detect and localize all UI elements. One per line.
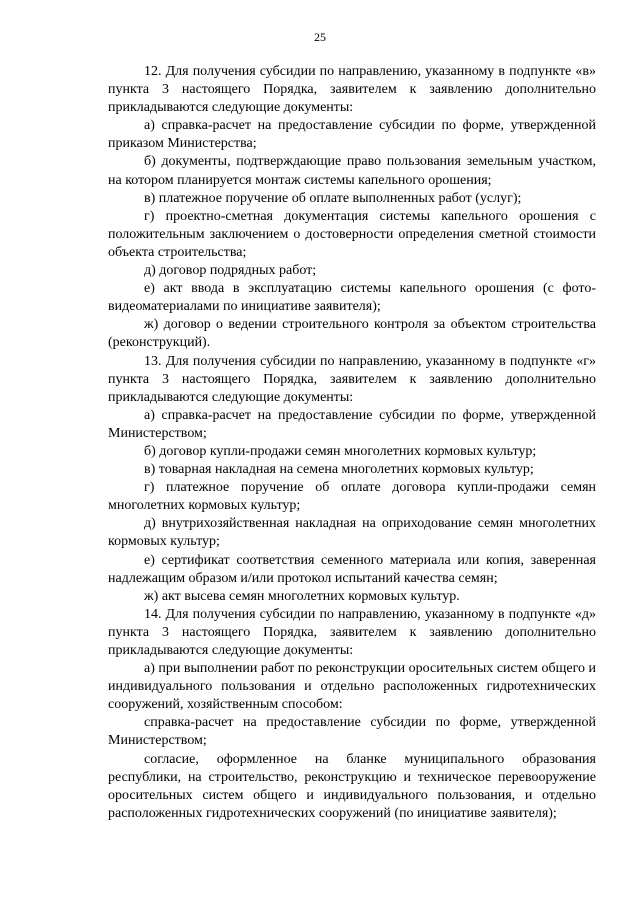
- page-number: 25: [314, 30, 326, 44]
- paragraph-12-intro: 12. Для получения субсидии по направлению, указанному в подпункте «в» пункта 3 настоящего Порядка, заявителем к заявлению дополнительно прикладываются следующие документы:: [108, 64, 596, 116]
- paragraph-14-a-consent: согласие, оформленное на бланке муниципального образования республики, на строительство, реконструкцию и техническое перевооружение оросительных систем общего и индивидуального пользования, и отдельно расположенных гидротехнических сооружений (по инициативе заявителя);: [108, 751, 596, 821]
- paragraph-12-e: е) акт ввода в эксплуатацию системы капельного орошения (с фото-видеоматериалами по инициативе заявителя);: [108, 281, 596, 315]
- paragraph-13-intro: 13. Для получения субсидии по направлению, указанному в подпункте «г» пункта 3 настоящего Порядка, заявителем к заявлению дополнительно прикладываются следующие документы:: [108, 353, 596, 405]
- paragraph-14-a: а) при выполнении работ по реконструкции оросительных систем общего и индивидуального пользования и отдельно расположенных гидротехнических сооружений, хозяйственным способом:: [108, 661, 596, 713]
- paragraph-12-zh: ж) договор о ведении строительного контроля за объектом строительства (реконструкций).: [108, 317, 596, 351]
- paragraph-13-b: б) договор купли-продажи семян многолетних кормовых культур;: [144, 443, 537, 459]
- paragraph-13-e: е) сертификат соответствия семенного материала или копия, заверенная надлежащим образом и/или протокол испытаний качества семян;: [108, 552, 596, 586]
- paragraph-14-a-calc: справка-расчет на предоставление субсидии по форме, утвержденной Министерством;: [108, 715, 596, 749]
- paragraph-13-d: д) внутрихозяйственная накладная на оприходование семян многолетних кормовых культур;: [108, 516, 596, 550]
- paragraph-13-zh: ж) акт высева семян многолетних кормовых культур.: [144, 588, 460, 604]
- paragraph-12-b: б) документы, подтверждающие право пользования земельным участком, на котором планируется монтаж системы капельного орошения;: [108, 154, 596, 188]
- document-body: [108, 63, 596, 823]
- paragraph-13-v: в) товарная накладная на семена многолетних кормовых культур;: [144, 462, 534, 478]
- paragraph-14-intro: 14. Для получения субсидии по направлению, указанному в подпункте «д» пункта 3 настоящего Порядка, заявителем к заявлению дополнительно прикладываются следующие документы:: [108, 606, 596, 658]
- paragraph-12-g: г) проектно-сметная документация системы капельного орошения с положительным заключением о достоверности определения сметной стоимости объекта строительства;: [108, 208, 596, 260]
- paragraph-12-a: а) справка-расчет на предоставление субсидии по форме, утвержденной приказом Министерства;: [108, 118, 596, 152]
- paragraph-13-g: г) платежное поручение об оплате договора купли-продажи семян многолетних кормовых культур;: [108, 480, 596, 514]
- paragraph-13-a: а) справка-расчет на предоставление субсидии по форме, утвержденной Министерством;: [108, 407, 596, 441]
- paragraph-12-v: в) платежное поручение об оплате выполненных работ (услуг);: [144, 190, 522, 206]
- paragraph-12-d: д) договор подрядных работ;: [144, 263, 317, 279]
